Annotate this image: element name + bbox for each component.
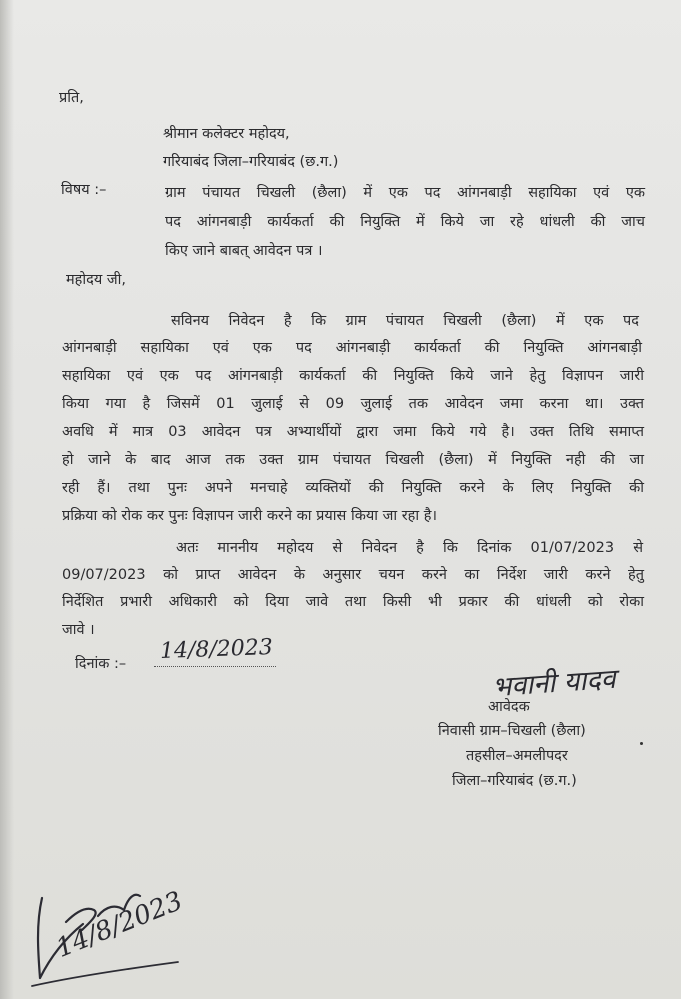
subject-line-1: ग्राम पंचायत चिखली (छैला) में एक पद आंगनबाड़ी सहायिका एवं एक — [165, 185, 645, 201]
date-underline — [154, 666, 276, 667]
para2-line-1: अतः माननीय महोदय से निवेदन है कि दिनांक 01/07/2023 से — [176, 540, 643, 556]
handwritten-date: 14/8/2023 — [159, 635, 274, 664]
address-line-1: निवासी ग्राम–चिखली (छैला) — [438, 723, 586, 739]
addressee-line-2: गरियाबंद जिला–गरियाबंद (छ.ग.) — [163, 154, 339, 170]
para1-line-2: आंगनबाड़ी सहायिका एवं एक पद आंगनबाड़ी कार्यकर्ता की नियुक्ति आंगनबाड़ी — [62, 340, 642, 356]
para1-line-1: सविनय निवेदन है कि ग्राम पंचायत चिखली (छैला) में एक पद — [171, 313, 639, 329]
para1-line-3: सहायिका एवं एक पद आंगनबाड़ी कार्यकर्ता की नियुक्ति किये जाने हेतु विज्ञापन जारी — [62, 368, 644, 384]
subject-line-3: किए जाने बाबत् आवेदन पत्र । — [165, 243, 323, 259]
para1-line-7: रही हैं। तथा पुनः अपने मनचाहे व्यक्तियों की नियुक्ति करने के लिए नियुक्ति की — [62, 480, 644, 496]
address-line-2: तहसील–अमलीपदर — [466, 748, 568, 764]
greeting: महोदय जी, — [66, 272, 126, 288]
para1-line-8: प्रक्रिया को रोक कर पुनः विज्ञापन जारी करने का प्रयास किया जा रहा है। — [62, 508, 437, 524]
date-label: दिनांक :– — [75, 656, 127, 672]
salutation-to: प्रति, — [59, 90, 84, 106]
ink-dot — [640, 742, 643, 745]
margin-handwritten-date: 14/8/2023 — [52, 886, 187, 964]
addressee-line-1: श्रीमान कलेक्टर महोदय, — [163, 126, 290, 142]
subject-label: विषय :– — [61, 182, 107, 198]
applicant-signature: भवानी यादव — [491, 663, 617, 704]
applicant-label: आवेदक — [488, 699, 530, 715]
para2-line-4: जावे । — [62, 622, 95, 638]
para2-line-3: निर्देशित प्रभारी अधिकारी को दिया जावे तथा किसी भी प्रकार की धांधली को रोका — [62, 594, 644, 610]
para1-line-4: किया गया है जिसमें 01 जुलाई से 09 जुलाई तक आवेदन जमा करना था। उक्त — [62, 396, 644, 412]
para2-line-2: 09/07/2023 को प्राप्त आवेदन के अनुसार चयन करने का निर्देश जारी करने हेतु — [62, 567, 644, 583]
address-line-3: जिला–गरियाबंद (छ.ग.) — [452, 773, 577, 789]
para1-line-6: हो जाने के बाद आज तक उक्त ग्राम पंचायत चिखली (छैला) में नियुक्ति नही की जा — [62, 452, 644, 468]
subject-line-2: पद आंगनबाड़ी कार्यकर्ता की नियुक्ति में किये जा रहे धांधली की जाच — [165, 214, 645, 230]
para1-line-5: अवधि में मात्र 03 आवेदन पत्र अभ्यार्थीयों द्वारा जमा किये गये है। उक्त तिथि समाप्त — [62, 424, 644, 440]
